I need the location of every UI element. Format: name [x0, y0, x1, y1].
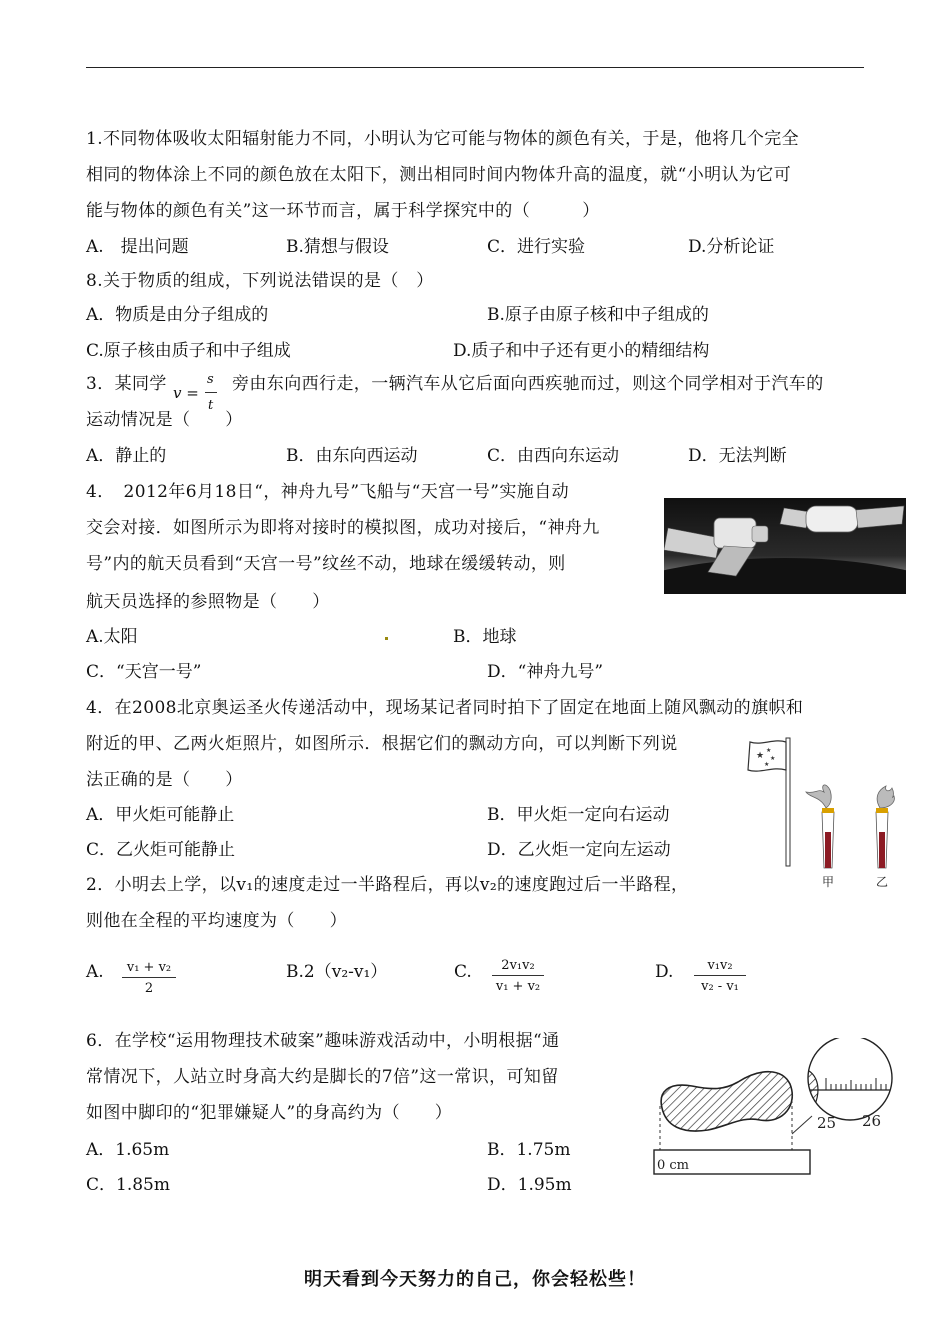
- q2-option-c-label: C.: [454, 962, 472, 982]
- footer-motto: 明天看到今天努力的自己，你会轻松些！: [304, 1269, 646, 1290]
- q4b-option-d: D．乙火炬一定向左运动: [487, 840, 671, 860]
- svg-text:★: ★: [756, 751, 765, 761]
- flag-torch-diagram: [740, 736, 910, 896]
- q2-fraction-d-num: v₁v₂: [694, 958, 746, 976]
- q2-line2: 则他在全程的平均速度为（ ）: [86, 911, 347, 931]
- ruler-label-26: 26: [862, 1112, 882, 1130]
- q2-fraction-d-den: v₂ - v₁: [701, 979, 739, 994]
- q3-formula-num: s: [207, 372, 214, 387]
- q6-line2: 常情况下，人站立时身高大约是脚长的7倍”这一常识，可知留: [86, 1067, 559, 1087]
- q3-option-b: B．由东向西运动: [286, 446, 418, 466]
- svg-text:★: ★: [770, 755, 776, 762]
- ruler-zero-label: 0 cm: [657, 1158, 690, 1173]
- q4b-option-b: B．甲火炬一定向右运动: [487, 805, 670, 825]
- q4a-option-b: B．地球: [453, 627, 517, 647]
- q2-fraction-a-den: 2: [144, 981, 154, 996]
- q1-option-b: B.猜想与假设: [286, 237, 389, 257]
- q4a-option-a: A.太阳: [86, 627, 138, 647]
- q2-fraction-c-num: 2v₁v₂: [492, 958, 544, 976]
- q4b-option-a: A．甲火炬可能静止: [86, 805, 235, 825]
- q2-option-a-label: A.: [86, 962, 104, 982]
- q8-option-c: C.原子核由质子和中子组成: [86, 341, 291, 361]
- q4b-line1: 4．在2008北京奥运圣火传递活动中，现场某记者同时拍下了固定在地面上随风飘动的旗帜和: [86, 698, 804, 718]
- q4a-line4: 航天员选择的参照物是（ ）: [86, 592, 330, 612]
- q3-line1-end: 旁由东向西行走，一辆汽车从它后面向西疾驰而过，则这个同学相对于汽车的: [232, 374, 824, 394]
- q3-option-d: D．无法判断: [688, 446, 787, 466]
- q6-option-b: B．1.75m: [487, 1140, 571, 1160]
- q1-line1: 1.不同物体吸收太阳辐射能力不同，小明认为它可能与物体的颜色有关，于是，他将几个完全: [86, 129, 800, 149]
- svg-text:★: ★: [766, 747, 772, 754]
- q1-option-d: D.分析论证: [688, 237, 775, 257]
- ruler-label-25: 25: [817, 1114, 837, 1132]
- q4b-line2: 附近的甲、乙两火炬照片，如图所示．根据它们的飘动方向，可以判断下列说: [86, 734, 678, 754]
- q3-line1-start: 3．某同学: [86, 374, 167, 394]
- footprint-icon: [661, 1072, 792, 1131]
- q3-line2: 运动情况是（ ）: [86, 410, 243, 430]
- q6-line3: 如图中脚印的“犯罪嫌疑人”的身高约为（ ）: [86, 1103, 453, 1123]
- q2-option-a-fraction: [122, 960, 176, 996]
- q1-option-c: C．进行实验: [487, 237, 586, 257]
- q4a-option-d: D．“神舟九号”: [487, 662, 604, 682]
- q4b-option-c: C．乙火炬可能静止: [86, 840, 236, 860]
- header-rule: [86, 67, 864, 68]
- q2-option-d-fraction: [694, 958, 746, 994]
- q3-formula-den: t: [208, 398, 214, 413]
- flag-icon: [748, 741, 786, 771]
- q6-option-c: C．1.85m: [86, 1175, 170, 1195]
- q2-option-b: B.2（v₂-v₁）: [286, 962, 388, 982]
- q8-option-a: A．物质是由分子组成的: [86, 305, 269, 325]
- q2-fraction-c-den: v₁ + v₂: [495, 979, 541, 994]
- q3-option-c: C．由西向东运动: [487, 446, 620, 466]
- q6-line1: 6．在学校“运用物理技术破案”趣味游戏活动中，小明根据“通: [86, 1031, 560, 1051]
- q8-option-b: B.原子由原子核和中子组成的: [487, 305, 709, 325]
- q8-stem: 8.关于物质的组成，下列说法错误的是（ ）: [86, 271, 434, 291]
- q4a-line1: 4． 2012年6月18日“，神舟九号”飞船与“天宫一号”实施自动: [86, 482, 569, 502]
- docking-image: [664, 498, 906, 594]
- q4a-option-c: C．“天宫一号”: [86, 662, 202, 682]
- q6-option-d: D．1.95m: [487, 1175, 572, 1195]
- torch-jia-icon: [806, 785, 834, 868]
- q1-option-a: A. 提出问题: [86, 237, 189, 257]
- q8-option-d: D.质子和中子还有更小的精细结构: [453, 341, 710, 361]
- footprint-ruler-diagram: [652, 1038, 896, 1176]
- q1-line3: 能与物体的颜色有关”这一环节而言，属于科学探究中的（ ）: [86, 201, 600, 221]
- torch-label-jia: 甲: [822, 875, 835, 889]
- q4b-line3: 法正确的是（ ）: [86, 770, 243, 790]
- torch-yi-icon: [876, 786, 894, 868]
- q2-line1: 2．小明去上学，以v₁的速度走过一半路程后，再以v₂的速度跑过后一半路程，: [86, 875, 689, 895]
- svg-text:★: ★: [764, 761, 770, 768]
- q1-line2: 相同的物体涂上不同的颜色放在太阳下，测出相同时间内物体升高的温度，就“小明认为它可: [86, 165, 792, 185]
- q4a-line2: 交会对接．如图所示为即将对接时的模拟图，成功对接后，“神舟九: [86, 518, 600, 538]
- q3-formula-lhs: v =: [173, 384, 199, 402]
- q2-option-d-label: D.: [655, 962, 674, 982]
- stray-dot: [385, 637, 388, 640]
- q3-option-a: A．静止的: [86, 446, 167, 466]
- q4a-line3: 号”内的航天员看到“天宫一号”纹丝不动，地球在缓缓转动，则: [86, 554, 566, 574]
- torch-label-yi: 乙: [876, 875, 889, 889]
- q2-option-c-fraction: [492, 958, 544, 994]
- q6-option-a: A．1.65m: [86, 1140, 170, 1160]
- q2-fraction-a-num: v₁ + v₂: [122, 960, 176, 978]
